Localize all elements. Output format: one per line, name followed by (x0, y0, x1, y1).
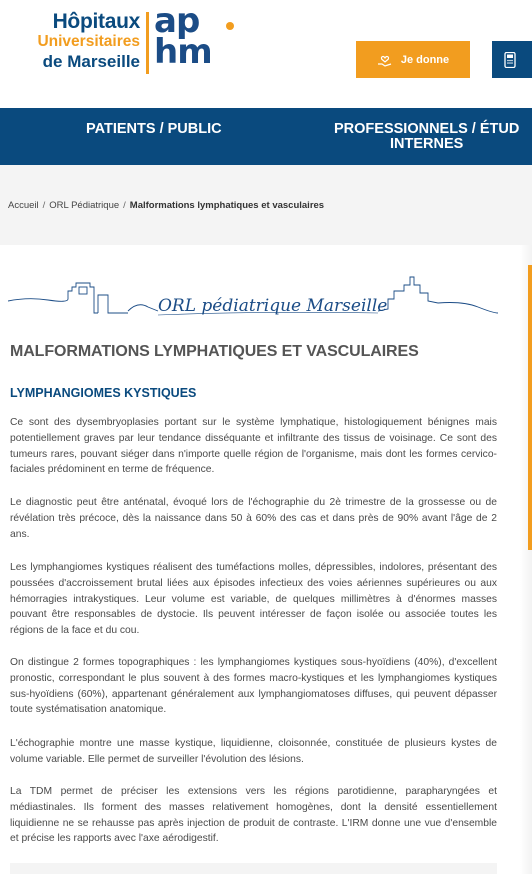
article-paragraph: Les lymphangiomes kystiques réalisent des tuméfactions molles, dépressibles, indolores, présentant des poussées d'accroissement brutal liées aux épisodes infectieux des voies aériennes supérieures ou aux hémorragies intrakystiques. Leur volume est variable, de quelques millimètres à d'énormes masses pouvant être responsables de dystocie. Ils peuvent intéresser de façon isolée ou associée toutes les régions de la face et du cou. (10, 562, 497, 637)
nav-patients-public[interactable]: PATIENTS / PUBLIC (86, 121, 222, 137)
main-navigation (0, 108, 532, 165)
nav-professionnels-line1: PROFESSIONNELS / ÉTUD (334, 121, 520, 137)
sidebar-accent-bar (528, 265, 532, 550)
mobile-phone-icon (504, 52, 516, 68)
breadcrumb-separator: / (42, 200, 46, 211)
logo-mark-top: ap (154, 1, 200, 41)
article-paragraph: La TDM permet de préciser les extensions vers les régions parotidienne, parapharyngées et médiastinales. Ils forment des masses relativement homogènes, dont la densité essentiellement liquidienne ne se rehausse pas après injection de produit de contraste. L'IRM donne une vue d'ensemble et précise les rapports avec l'axe aérodigestif. (10, 786, 497, 845)
heart-hand-icon (377, 52, 393, 68)
logo-wordmark (24, 12, 140, 72)
logo-mark (154, 1, 212, 72)
breadcrumb-home[interactable]: Accueil (8, 200, 39, 211)
logo-line-3: de Marseille (42, 52, 140, 71)
breadcrumb-separator: / (123, 200, 126, 211)
breadcrumb-band (0, 165, 532, 245)
content-box (10, 863, 497, 874)
page-title: MALFORMATIONS LYMPHATIQUES ET VASCULAIRES (10, 343, 419, 360)
site-logo[interactable] (24, 1, 214, 74)
article-paragraph: Ce sont des dysembryoplasies portant sur le système lymphatique, histologiquement bénignes mais potentiellement graves par leur tendance disséquante et infiltrante des tissus de voisinage. Ce sont des tumeurs rares, pouvant siéger dans n'importe quelle région de l'organisme, mais dont les formes cervico-faciales prédominent en terme de fréquence. (10, 417, 497, 476)
donate-button-label: Je donne (400, 53, 450, 66)
article-main (0, 245, 532, 874)
logo-dot (226, 22, 234, 30)
site-header (0, 0, 532, 108)
logo-line-1: Hôpitaux (52, 10, 140, 33)
logo-divider (146, 12, 149, 74)
logo-mark-bottom: hm (154, 32, 212, 72)
orl-marseille-banner (8, 271, 498, 331)
section-title: LYMPHANGIOMES KYSTIQUES (10, 386, 197, 400)
breadcrumb-current: Malformations lymphatiques et vasculaires (129, 200, 325, 211)
breadcrumb-orl-pediatrique[interactable]: ORL Pédiatrique (49, 200, 120, 211)
donate-button[interactable] (356, 41, 470, 78)
banner-text: ORL pédiatrique Marseille (158, 296, 388, 316)
mobile-menu-button[interactable] (492, 41, 532, 78)
article-paragraph: Le diagnostic peut être anténatal, évoqué lors de l'échographie du 2è trimestre de la grossesse ou de révélation très précoce, dès la naissance dans 50 à 60% des cas et dans près de 90% avant l'âge de 2 ans. (10, 497, 497, 540)
nav-professionnels[interactable] (334, 122, 519, 152)
logo-line-2: Universitaires (37, 33, 140, 50)
breadcrumb (8, 200, 324, 211)
nav-professionnels-line2: INTERNES (389, 136, 464, 152)
article-paragraph: On distingue 2 formes topographiques : les lymphangiomes kystiques sous-hyoïdiens (40%), d'excellent pronostic, correspondant le plus souvent à des formes macro-kystiques et les lymphangiomes kystiques sus-hyoïdiens (60%), appartenant généralement aux lymphangiomatoses diffuses, qui peuvent dépasser toute systématisation anatomique. (10, 657, 497, 716)
article-paragraph: L'échographie montre une masse kystique, liquidienne, cloisonnée, constituée de plusieurs kystes de volume variable. Elle permet de surveiller l'évolution des lésions. (10, 738, 497, 765)
